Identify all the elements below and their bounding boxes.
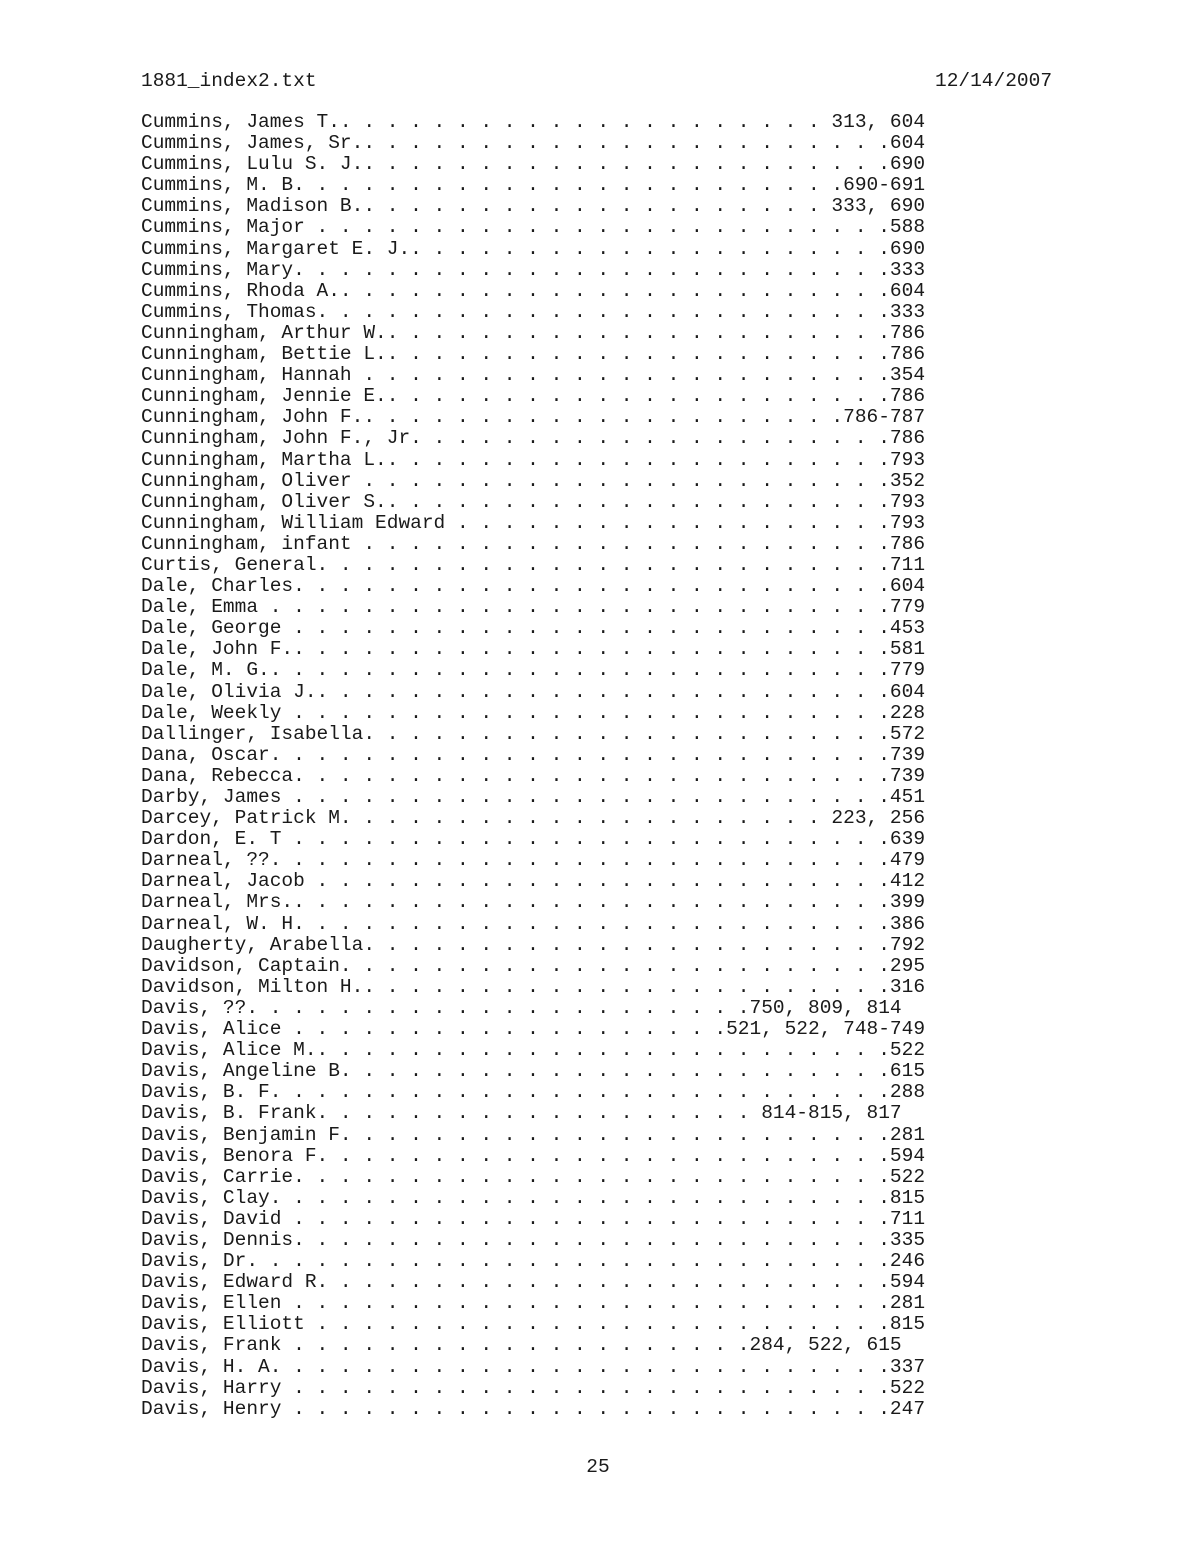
index-entry: Davis, Benora F. . . . . . . . . . . . . . . . . . . . . . . . .594 — [141, 1144, 926, 1167]
index-entry: Davis, Carrie. . . . . . . . . . . . . . . . . . . . . . . . . .522 — [141, 1165, 926, 1188]
index-entry: Cummins, James T.. . . . . . . . . . . . . . . . . . . . . 313, 604 — [141, 111, 926, 133]
index-entry: Davidson, Milton H.. . . . . . . . . . . . . . . . . . . . . . .316 — [141, 975, 926, 998]
index-entry: Davis, Harry . . . . . . . . . . . . . . . . . . . . . . . . . .522 — [141, 1376, 926, 1399]
index-entry: Cunningham, Bettie L.. . . . . . . . . . . . . . . . . . . . . .786 — [141, 343, 926, 366]
index-entry: Cunningham, infant . . . . . . . . . . . . . . . . . . . . . . .786 — [141, 532, 926, 555]
index-entry: Dale, Charles. . . . . . . . . . . . . . . . . . . . . . . . . .604 — [141, 575, 926, 598]
index-entry: Cunningham, Jennie E.. . . . . . . . . . . . . . . . . . . . . .786 — [141, 385, 926, 408]
index-entry: Dale, Emma . . . . . . . . . . . . . . . . . . . . . . . . . . .779 — [141, 596, 926, 619]
index-entry: Cummins, Lulu S. J.. . . . . . . . . . . . . . . . . . . . . . .690 — [141, 153, 926, 176]
index-entry: Dale, George . . . . . . . . . . . . . . . . . . . . . . . . . .453 — [141, 617, 926, 640]
index-entry: Davis, Alice . . . . . . . . . . . . . . . . . . .521, 522, 748-749 — [141, 1018, 926, 1041]
index-entry: Dale, M. G.. . . . . . . . . . . . . . . . . . . . . . . . . . .779 — [141, 659, 926, 682]
index-entry: Cunningham, William Edward . . . . . . . . . . . . . . . . . . .793 — [141, 511, 926, 534]
index-entry: Davis, H. A. . . . . . . . . . . . . . . . . . . . . . . . . . .337 — [141, 1355, 926, 1378]
index-entry: Dana, Rebecca. . . . . . . . . . . . . . . . . . . . . . . . . .739 — [141, 764, 926, 787]
document-date: 12/14/2007 — [935, 70, 1053, 92]
page-number: 25 — [586, 1456, 610, 1478]
index-entry: Darneal, Mrs.. . . . . . . . . . . . . . . . . . . . . . . . . .399 — [141, 891, 926, 914]
index-entry: Davis, David . . . . . . . . . . . . . . . . . . . . . . . . . .711 — [141, 1207, 926, 1230]
index-entry: Davis, Dennis. . . . . . . . . . . . . . . . . . . . . . . . . .335 — [141, 1228, 926, 1251]
index-entry: Davis, Dr. . . . . . . . . . . . . . . . . . . . . . . . . . . .246 — [141, 1250, 926, 1273]
index-entry: Dale, Weekly . . . . . . . . . . . . . . . . . . . . . . . . . .228 — [141, 701, 926, 724]
index-entry: Cummins, Margaret E. J.. . . . . . . . . . . . . . . . . . . . .690 — [141, 237, 926, 260]
index-entry: Cummins, Major . . . . . . . . . . . . . . . . . . . . . . . . .588 — [141, 216, 926, 239]
index-entry: Darneal, ??. . . . . . . . . . . . . . . . . . . . . . . . . . .479 — [141, 849, 926, 872]
index-entry: Davis, B. Frank. . . . . . . . . . . . . . . . . . . 814-815, 817 — [141, 1102, 902, 1125]
index-entry: Darcey, Patrick M. . . . . . . . . . . . . . . . . . . . . 223, 256 — [141, 807, 926, 830]
index-entry: Cunningham, John F., Jr. . . . . . . . . . . . . . . . . . . . .786 — [141, 427, 926, 450]
index-entry: Cunningham, Oliver S.. . . . . . . . . . . . . . . . . . . . . .793 — [141, 490, 926, 513]
index-entry: Davis, Benjamin F. . . . . . . . . . . . . . . . . . . . . . . .281 — [141, 1123, 926, 1146]
index-entry: Daugherty, Arabella. . . . . . . . . . . . . . . . . . . . . . .792 — [141, 933, 926, 956]
index-entry: Cummins, Madison B.. . . . . . . . . . . . . . . . . . . . 333, 690 — [141, 195, 926, 218]
index-entry: Curtis, General. . . . . . . . . . . . . . . . . . . . . . . . .711 — [141, 553, 926, 576]
index-entry: Cummins, James, Sr.. . . . . . . . . . . . . . . . . . . . . . .604 — [141, 132, 926, 155]
index-entry: Davis, Elliott . . . . . . . . . . . . . . . . . . . . . . . . .815 — [141, 1313, 926, 1336]
index-entry: Cummins, Rhoda A.. . . . . . . . . . . . . . . . . . . . . . . .604 — [141, 279, 926, 302]
index-entry: Dale, Olivia J.. . . . . . . . . . . . . . . . . . . . . . . . .604 — [141, 680, 926, 703]
index-entry: Davis, ??. . . . . . . . . . . . . . . . . . . . . .750, 809, 814 — [141, 996, 902, 1019]
index-entry: Cunningham, Hannah . . . . . . . . . . . . . . . . . . . . . . .354 — [141, 364, 926, 387]
index-entry: Davis, Clay. . . . . . . . . . . . . . . . . . . . . . . . . . .815 — [141, 1186, 926, 1209]
index-entry: Davis, Alice M.. . . . . . . . . . . . . . . . . . . . . . . . .522 — [141, 1039, 926, 1062]
index-entry: Darneal, Jacob . . . . . . . . . . . . . . . . . . . . . . . . .412 — [141, 870, 926, 893]
index-entry: Dallinger, Isabella. . . . . . . . . . . . . . . . . . . . . . .572 — [141, 722, 926, 745]
index-entry: Cunningham, Arthur W.. . . . . . . . . . . . . . . . . . . . . .786 — [141, 321, 926, 344]
index-entry: Davis, Angeline B. . . . . . . . . . . . . . . . . . . . . . . .615 — [141, 1060, 926, 1083]
index-entry: Dale, John F.. . . . . . . . . . . . . . . . . . . . . . . . . .581 — [141, 638, 926, 661]
index-entry: Cunningham, Oliver . . . . . . . . . . . . . . . . . . . . . . .352 — [141, 469, 926, 492]
index-list — [141, 112, 925, 1420]
index-entry: Darneal, W. H. . . . . . . . . . . . . . . . . . . . . . . . . .386 — [141, 912, 926, 935]
index-entry: Cummins, M. B. . . . . . . . . . . . . . . . . . . . . . . .690-691 — [141, 174, 926, 197]
index-entry: Davis, Edward R. . . . . . . . . . . . . . . . . . . . . . . . .594 — [141, 1271, 926, 1294]
index-entry: Davis, Henry . . . . . . . . . . . . . . . . . . . . . . . . . .247 — [141, 1397, 926, 1420]
index-entry: Davis, Ellen . . . . . . . . . . . . . . . . . . . . . . . . . .281 — [141, 1292, 926, 1315]
index-entry: Cunningham, John F.. . . . . . . . . . . . . . . . . . . . .786-787 — [141, 406, 926, 429]
document-filename: 1881_index2.txt — [141, 70, 317, 92]
index-entry: Davidson, Captain. . . . . . . . . . . . . . . . . . . . . . . .295 — [141, 954, 926, 977]
index-entry: Cummins, Thomas. . . . . . . . . . . . . . . . . . . . . . . . .333 — [141, 300, 926, 323]
index-entry: Cunningham, Martha L.. . . . . . . . . . . . . . . . . . . . . .793 — [141, 448, 926, 471]
index-entry: Davis, Frank . . . . . . . . . . . . . . . . . . . .284, 522, 615 — [141, 1334, 902, 1357]
index-entry: Dardon, E. T . . . . . . . . . . . . . . . . . . . . . . . . . .639 — [141, 828, 926, 851]
index-entry: Cummins, Mary. . . . . . . . . . . . . . . . . . . . . . . . . .333 — [141, 258, 926, 281]
index-entry: Davis, B. F. . . . . . . . . . . . . . . . . . . . . . . . . . .288 — [141, 1081, 926, 1104]
index-entry: Dana, Oscar. . . . . . . . . . . . . . . . . . . . . . . . . . .739 — [141, 743, 926, 766]
index-entry: Darby, James . . . . . . . . . . . . . . . . . . . . . . . . . .451 — [141, 786, 926, 808]
